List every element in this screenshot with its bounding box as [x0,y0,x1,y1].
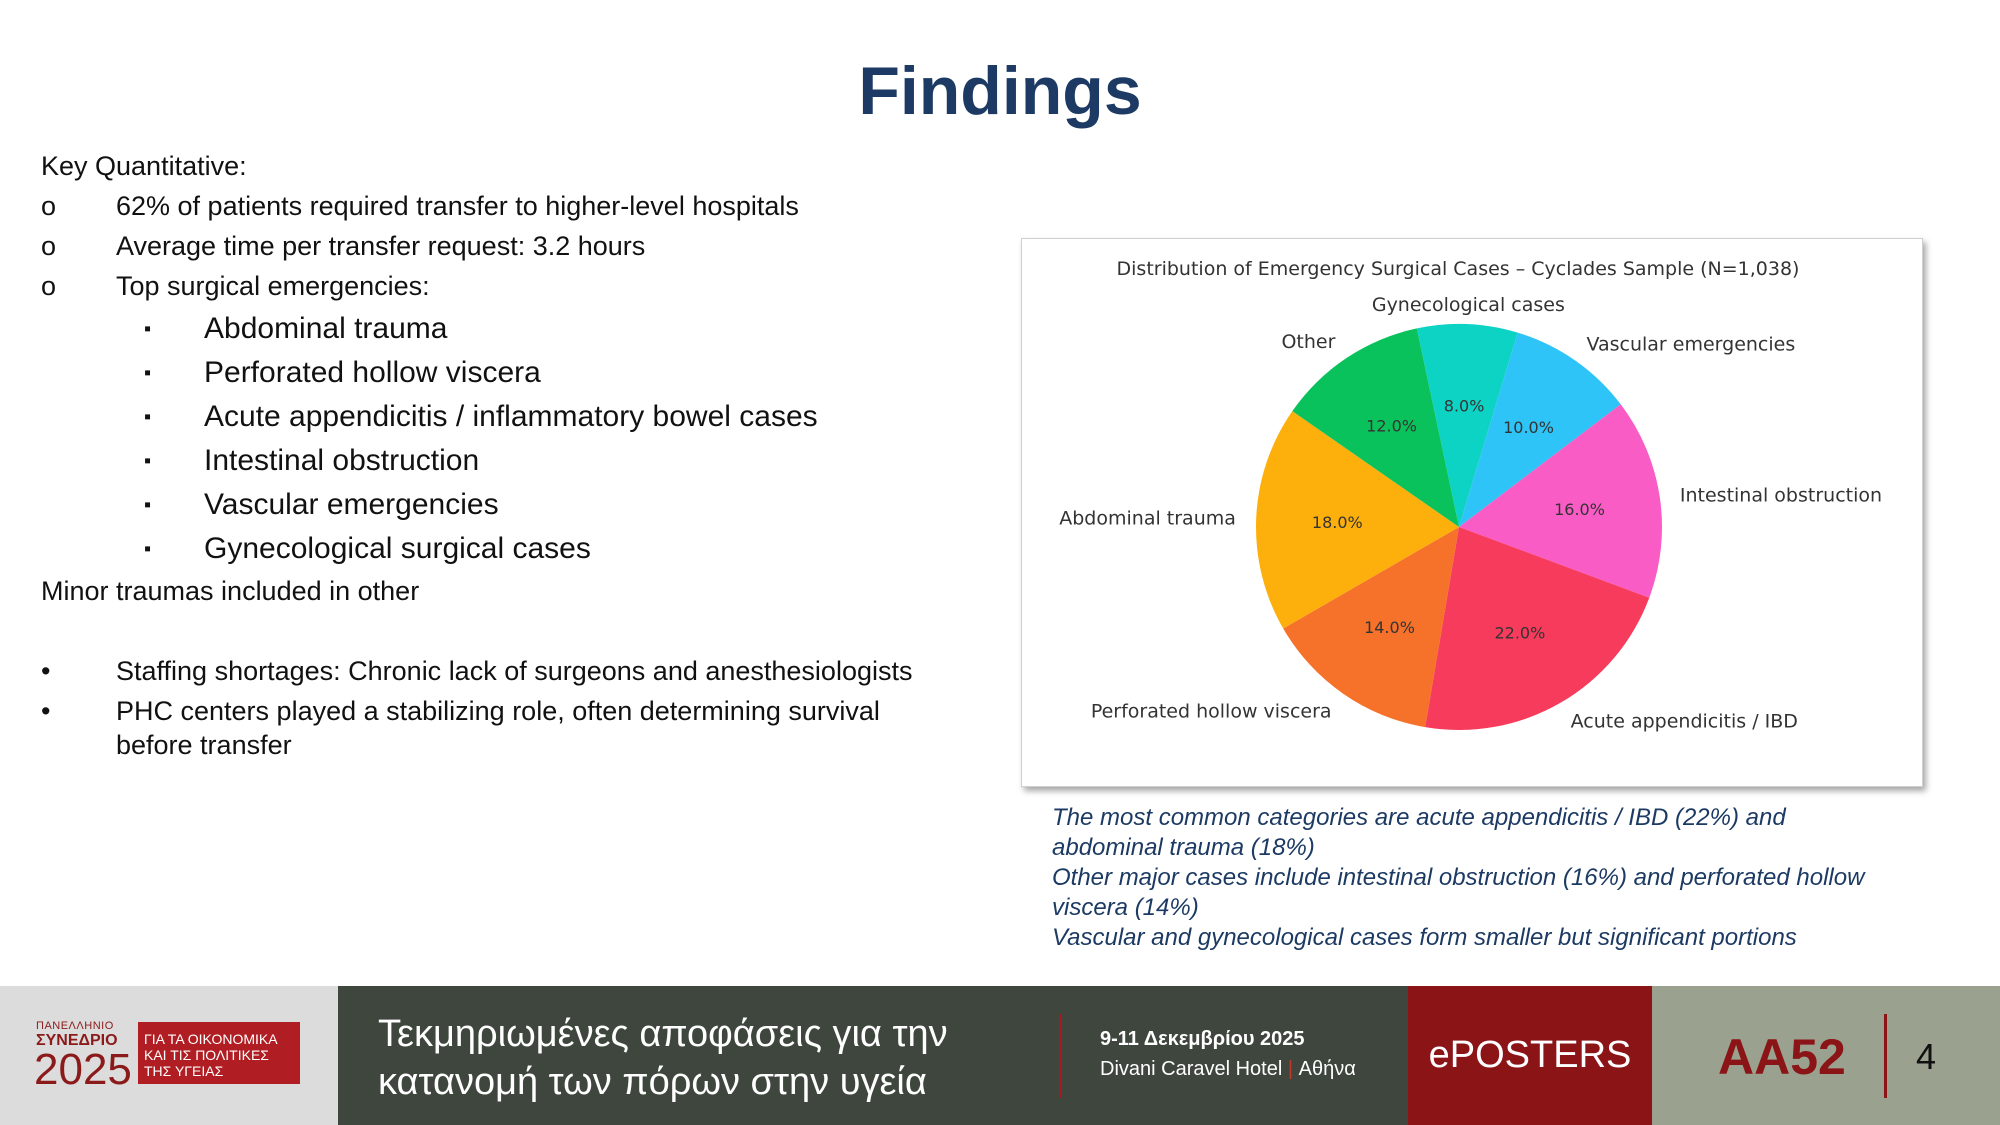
poster-code-block [1652,986,2000,1125]
page-title: Findings [858,53,1142,129]
sub-list-item: ▪ Perforated hollow viscera [144,356,541,389]
square-bullet: ▪ [144,494,152,516]
pie-chart-panel [1021,238,1923,787]
square-bullet: ▪ [144,406,152,428]
square-bullet: ▪ [144,538,152,560]
slice-category-label: Other [1281,331,1336,354]
event-venue: Divani Caravel Hotel | Αθήνα [1100,1058,1356,1080]
slogan-block [338,986,1408,1125]
slice-category-label: Perforated hollow viscera [1090,700,1332,723]
sub-list-item: ▪ Intestinal obstruction [144,444,480,477]
dot-bullet: • [41,656,51,686]
slice-category-label: Vascular emergencies [1586,333,1796,356]
square-bullet: ▪ [144,450,152,472]
slice-percent-label: 8.0% [1443,396,1485,416]
list-item: • PHC centers played a stabilizing role, often determining survival before transfer [41,696,880,760]
logo-box: ΓΙΑ ΤΑ ΟΙΚΟΝΟΜΙΚΑ ΚΑΙ ΤΙΣ ΠΟΛΙΤΙΚΕΣ ΤΗΣ ΥΓΕΙΑΣ [138,1022,300,1084]
slice-category-label: Gynecological cases [1371,293,1565,316]
pie-chart [1022,239,1922,786]
square-bullet: ▪ [144,318,152,340]
slice-percent-label: 18.0% [1311,512,1363,532]
slice-percent-label: 14.0% [1364,618,1415,638]
chart-title: Distribution of Emergency Surgical Cases – Cyclades Sample (N=1,038) [1116,258,1800,280]
divider [1884,1014,1887,1098]
square-bullet: ▪ [144,362,152,384]
sub-list-item: ▪ Gynecological surgical cases [144,532,591,565]
circle-bullet: o [41,231,57,261]
eposters-label: ePOSTERS [1408,986,1652,1125]
list-item: o Top surgical emergencies: [41,271,430,301]
conference-logo: ΠΑΝΕΛΛΗΝΙΟ ΣΥΝΕΔΡΙΟ 2025 ΓΙΑ ΤΑ ΟΙΚΟΝΟΜΙΚΑ ΚΑΙ ΤΙΣ ΠΟΛΙΤΙΚΕΣ ΤΗΣ ΥΓΕΙΑΣ [0,986,338,1125]
slice-percent-label: 22.0% [1494,623,1546,643]
note-text: Minor traumas included in other [41,576,420,606]
divider [1059,1014,1062,1098]
event-date: 9-11 Δεκεμβρίου 2025 [1100,1028,1305,1050]
page-number: 4 [1916,1036,1937,1077]
slogan-line: Τεκμηριωμένες αποφάσεις για την [378,1013,948,1055]
key-quantitative-heading: Key Quantitative: [41,151,247,181]
sub-list-item: ▪ Vascular emergencies [144,488,499,521]
poster-code: AA52 [1718,1029,1846,1085]
slice-percent-label: 12.0% [1366,416,1418,436]
slice-category-label: Acute appendicitis / IBD [1570,710,1798,733]
circle-bullet: o [41,191,57,221]
slice-percent-label: 16.0% [1554,500,1605,520]
slogan-line: κατανομή των πόρων στην υγεία [378,1061,927,1103]
list-item: o Average time per transfer request: 3.2 hours [41,231,646,261]
list-item: o 62% of patients required transfer to higher-level hospitals [41,191,799,221]
slice-percent-label: 10.0% [1503,417,1554,437]
slice-category-label: Intestinal obstruction [1679,484,1883,507]
list-item: • Staffing shortages: Chronic lack of surgeons and anesthesiologists [41,656,913,686]
sub-list-item: ▪ Acute appendicitis / inflammatory bowel cases [144,400,818,433]
chart-caption: The most common categories are acute appendicitis / IBD (22%) and abdominal trauma (18%) Other major cases include intestinal obstruction (16%) and perforated hollow viscera (14%) Vascular and gynecological cases form smaller but significant portions [1052,804,1865,951]
footer-banner [0,986,2000,1125]
sub-list-item: ▪ Abdominal trauma [144,312,448,345]
dot-bullet: • [41,696,51,726]
circle-bullet: o [41,271,57,301]
slice-category-label: Abdominal trauma [1059,507,1236,530]
